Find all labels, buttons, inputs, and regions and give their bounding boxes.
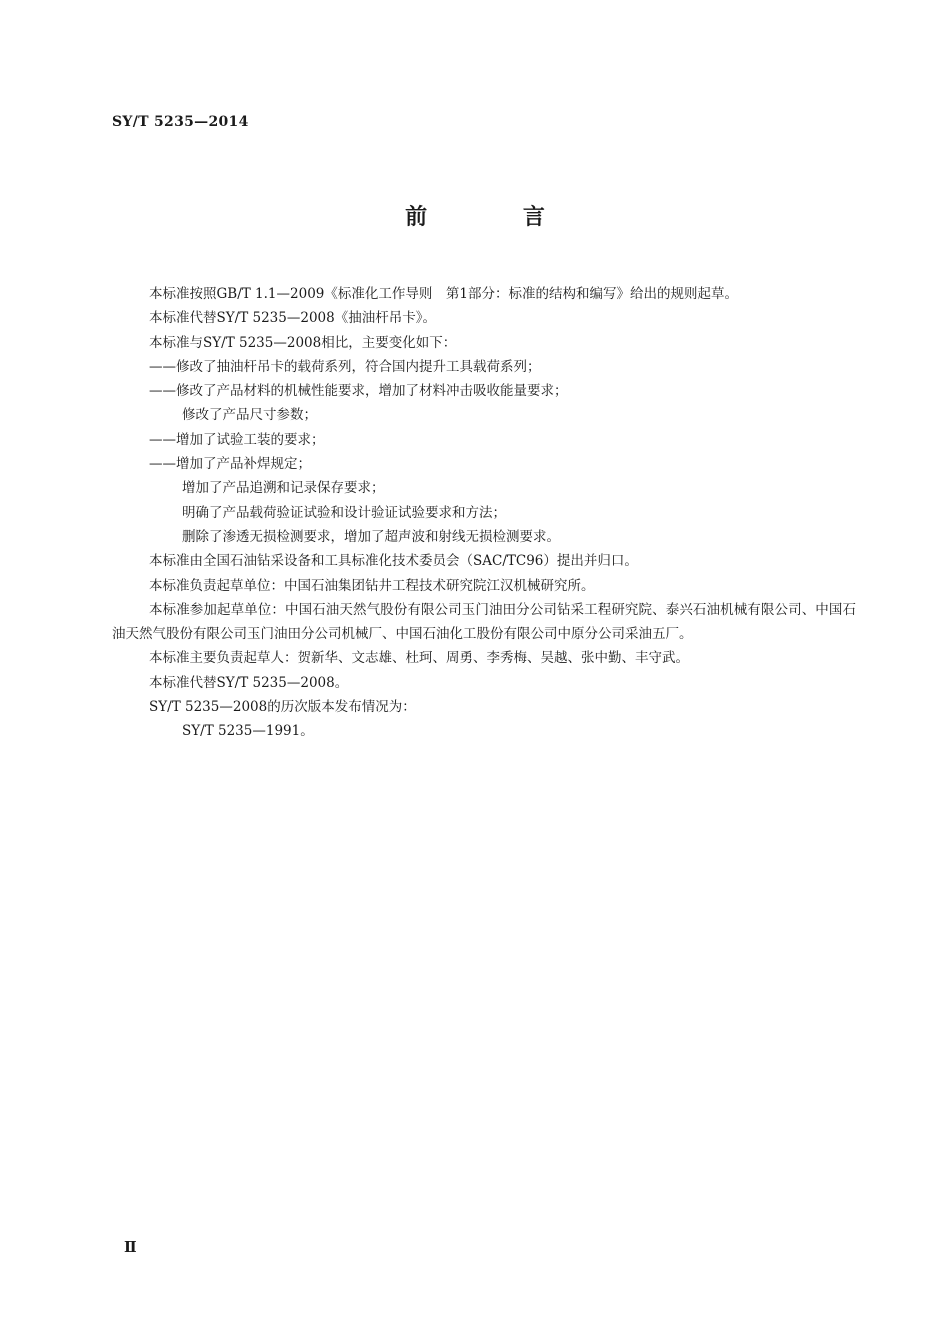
paragraph-history-intro: SY/T 5235—2008的历次版本发布情况为： [149,699,416,716]
page-title: 前 言 [405,205,589,230]
change-item: 明确了产品载荷验证试验和设计验证试验要求和方法； [182,504,506,521]
change-item: 删除了渗透无损检测要求，增加了超声波和射线无损检测要求。 [182,528,560,545]
change-item: ——增加了试验工装的要求； [149,431,325,448]
paragraph-changes-intro: 本标准与SY/T 5235—2008相比，主要变化如下： [149,334,457,351]
paragraph-lead-drafter: 本标准负责起草单位：中国石油集团钻井工程技术研究院江汉机械研究所。 [149,577,595,594]
paragraph-replaces: 本标准代替SY/T 5235—2008《抽油杆吊卡》。 [149,310,436,327]
change-item: ——增加了产品补焊规定； [149,456,311,473]
paragraph-main-drafters: 本标准主要负责起草人：贺新华、文志雄、杜珂、周勇、李秀梅、吴越、张中勤、丰守武。 [149,650,689,667]
document-code: SY/T 5235—2014 [112,114,249,130]
change-item: ——修改了抽油杆吊卡的载荷系列，符合国内提升工具载荷系列； [149,358,541,375]
change-item: 修改了产品尺寸参数； [182,407,317,424]
paragraph-participating-drafters: 本标准参加起草单位：中国石油天然气股份有限公司玉门油田分公司钻采工程研究院、泰兴石油机械有限公司、中国石油天然气股份有限公司玉门油田分公司机械厂、中国石油化工股份有限公司中原分公司采油五厂。 [112,601,856,643]
change-item: ——修改了产品材料的机械性能要求，增加了材料冲击吸收能量要求； [149,383,568,400]
foreword-body [112,282,856,744]
paragraph-proposed-by: 本标准由全国石油钻采设备和工具标准化技术委员会（SAC/TC96）提出并归口。 [149,553,638,570]
history-item: SY/T 5235—1991。 [182,723,314,740]
change-item: 增加了产品追溯和记录保存要求； [182,480,385,497]
paragraph-drafting-rules: 本标准按照GB/T 1.1—2009《标准化工作导则 第1部分：标准的结构和编写》给出的规则起草。 [149,286,738,302]
paragraph-replaces-2: 本标准代替SY/T 5235—2008。 [149,674,349,691]
page-number: Ⅱ [124,1238,137,1256]
